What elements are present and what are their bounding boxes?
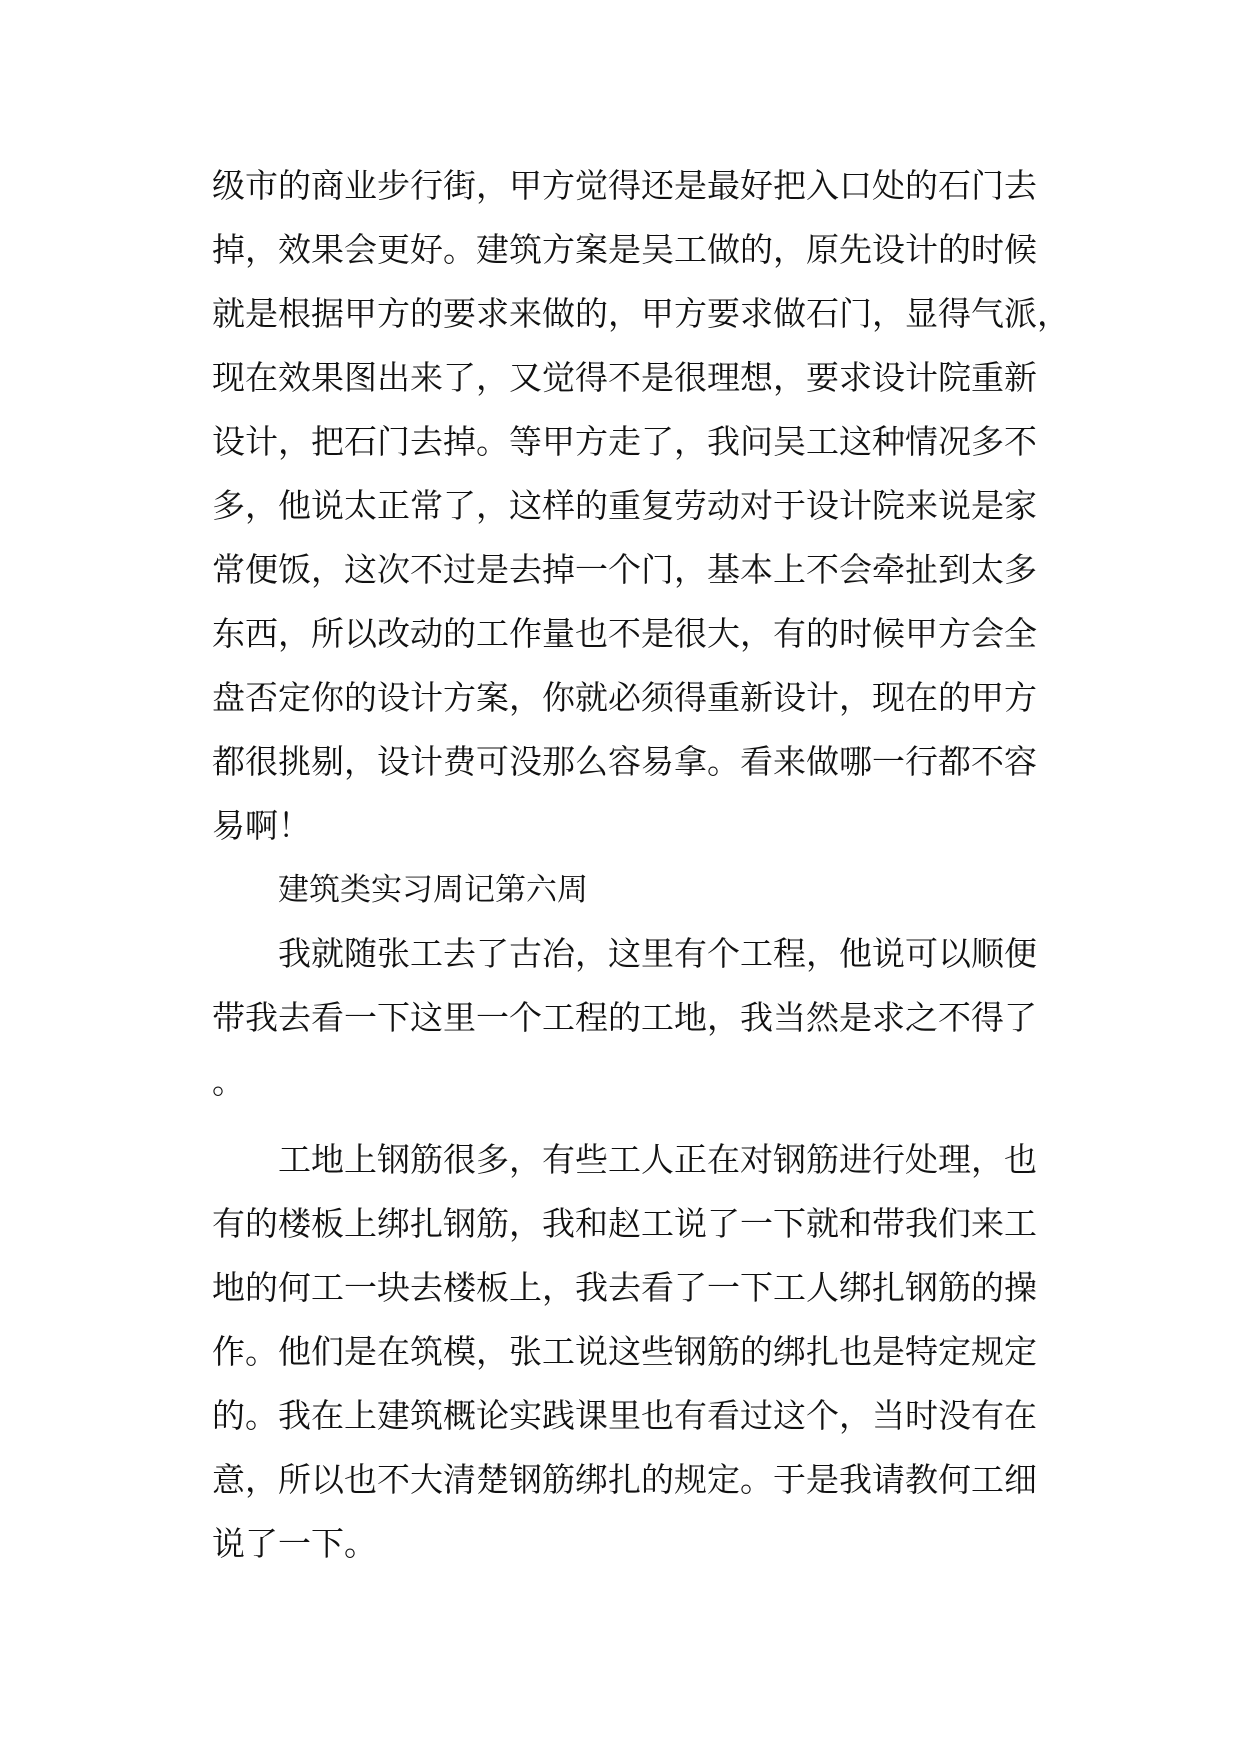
paragraph-1-line-3: 就是根据甲方的要求来做的，甲方要求做石门，显得气派，: [212, 294, 1070, 333]
paragraph-3-line-1: 工地上钢筋很多，有些工人正在对钢筋进行处理，也: [278, 1140, 1037, 1179]
paragraph-1-line-1: 级市的商业步行街，甲方觉得还是最好把入口处的石门去: [212, 166, 1037, 205]
paragraph-2-line-2: 带我去看一下这里一个工程的工地，我当然是求之不得了: [212, 998, 1037, 1037]
paragraph-3-line-6: 意，所以也不大清楚钢筋绑扎的规定。于是我请教何工细: [212, 1460, 1037, 1499]
paragraph-1-line-8: 东西，所以改动的工作量也不是很大，有的时候甲方会全: [212, 614, 1037, 653]
paragraph-1-line-5: 设计，把石门去掉。等甲方走了，我问吴工这种情况多不: [212, 422, 1037, 461]
paragraph-3-line-7: 说了一下。: [212, 1524, 377, 1563]
paragraph-2-line-1: 我就随张工去了古冶，这里有个工程，他说可以顺便: [278, 934, 1037, 973]
paragraph-1-line-10: 都很挑剔，设计费可没那么容易拿。看来做哪一行都不容: [212, 742, 1037, 781]
section-heading: 建筑类实习周记第六周: [278, 872, 588, 908]
paragraph-3-line-4: 作。他们是在筑模，张工说这些钢筋的绑扎也是特定规定: [212, 1332, 1037, 1371]
paragraph-1-line-4: 现在效果图出来了，又觉得不是很理想，要求设计院重新: [212, 358, 1037, 397]
paragraph-1-line-2: 掉，效果会更好。建筑方案是吴工做的，原先设计的时候: [212, 230, 1037, 269]
paragraph-1-line-9: 盘否定你的设计方案，你就必须得重新设计，现在的甲方: [212, 678, 1037, 717]
paragraph-3-line-5: 的。我在上建筑概论实践课里也有看过这个，当时没有在: [212, 1396, 1037, 1435]
paragraph-1-line-7: 常便饭，这次不过是去掉一个门，基本上不会牵扯到太多: [212, 550, 1037, 589]
paragraph-3-line-3: 地的何工一块去楼板上，我去看了一下工人绑扎钢筋的操: [212, 1268, 1037, 1307]
paragraph-1-line-6: 多，他说太正常了，这样的重复劳动对于设计院来说是家: [212, 486, 1037, 525]
paragraph-1-line-11: 易啊！: [212, 806, 311, 845]
paragraph-3-line-2: 有的楼板上绑扎钢筋，我和赵工说了一下就和带我们来工: [212, 1204, 1037, 1243]
paragraph-2-line-3: 。: [212, 1062, 245, 1101]
